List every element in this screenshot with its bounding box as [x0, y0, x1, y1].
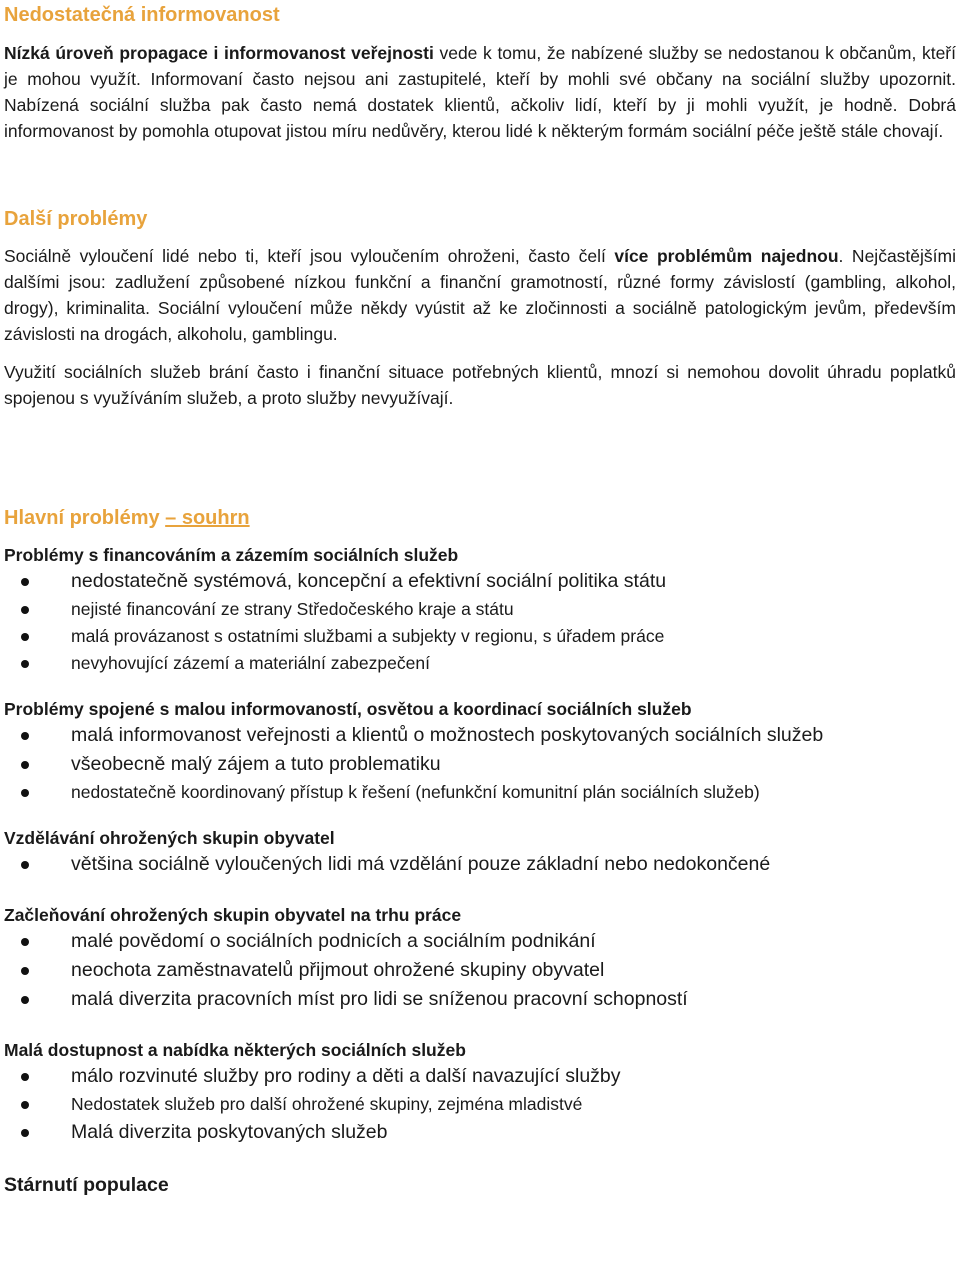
list-item: malá informovanost veřejnosti a klientů o možnostech poskytovaných sociálních služeb [4, 721, 956, 750]
document-page [4, 0, 956, 1197]
list-item: Nedostatek služeb pro další ohrožené skupiny, zejména mladistvé [4, 1091, 956, 1118]
list-item: většina sociálně vyloučených lidi má vzdělání pouze základní nebo nedokončené [4, 850, 956, 879]
heading-nedostatecna-informovanost: Nedostatečná informovanost [4, 4, 280, 26]
problem-group-dostupnost [4, 1038, 956, 1147]
list-item: nedostatečně koordinovaný přístup k řešení (nefunkční komunitní plán sociálních služeb) [4, 779, 956, 806]
group-heading: Začleňování ohrožených skupin obyvatel na trhu práce [4, 905, 462, 925]
problem-group-informovanost [4, 697, 956, 806]
heading-hlavni-problemy [4, 505, 956, 531]
heading-hlavni-problemy-text: Hlavní problémy [4, 507, 166, 529]
group-list [4, 567, 956, 677]
list-item: malá provázanost s ostatními službami a subjekty v regionu, s úřadem práce [4, 623, 956, 650]
paragraph-financni-situace: Využití sociálních služeb brání často i finanční situace potřebných klientů, mnozí si nemohou dovolit úhradu poplatků spojenou s využíváním služeb, a proto služby nevyužívají. [4, 362, 956, 408]
group-heading: Problémy s financováním a zázemím sociálních služeb [4, 545, 459, 565]
list-item: všeobecně malý zájem a tuto problematiku [4, 750, 956, 779]
list-item: nedostatečně systémová, koncepční a efektivní sociální politika státu [4, 567, 956, 596]
list-item: nejisté financování ze strany Středočeského kraje a státu [4, 596, 956, 623]
paragraph-informovanost-text2: Dobrá informovanost by pomohla otupovat jistou míru nedůvěry, kterou lidé k některým formám sociální péče ještě stále chovají. [4, 95, 956, 141]
paragraph-dalsi-text-b: . Nejčastějšími dalšími jsou: zadlužení způsobené nízkou funkční a finanční gramotností, různé formy závislostí (gambling, alkohol, drogy), kriminalita. Sociální vyloučení může někdy vyústit až ke zločinnosti a sociálně patologickým jevům, především závislosti na drogách, alkoholu, gamblingu. [4, 246, 956, 344]
paragraph-informovanost-bold: Nízká úroveň propagace i informovanost veřejnosti [4, 43, 434, 63]
list-item: malé povědomí o sociálních podnicích a sociálním podnikání [4, 927, 956, 956]
list-item: neochota zaměstnavatelů přijmout ohrožené skupiny obyvatel [4, 956, 956, 985]
group-heading: Vzdělávání ohrožených skupin obyvatel [4, 828, 335, 848]
group-list [4, 1062, 956, 1147]
paragraph-dalsi-bold: více problémům najednou [614, 246, 839, 266]
problem-group-vzdelavani [4, 826, 956, 879]
paragraph-informovanost [4, 40, 956, 144]
list-item: málo rozvinuté služby pro rodiny a děti a další navazující služby [4, 1062, 956, 1091]
problem-group-trh-prace [4, 903, 956, 1014]
group-list [4, 927, 956, 1014]
list-item: malá diverzita pracovních míst pro lidi se sníženou pracovní schopností [4, 985, 956, 1014]
paragraph-dalsi-text-a: Sociálně vyloučení lidé nebo ti, kteří jsou vyloučením ohroženi, často čelí [4, 246, 615, 266]
problem-group-starnuti [4, 1173, 956, 1197]
group-heading: Stárnutí populace [4, 1174, 169, 1196]
group-list [4, 850, 956, 879]
heading-hlavni-problemy-underlined: – souhrn [165, 507, 250, 529]
group-heading: Problémy spojené s malou informovaností, osvětou a koordinací sociálních služeb [4, 699, 692, 719]
list-item: nevyhovující zázemí a materiální zabezpečení [4, 650, 956, 677]
list-item: Malá diverzita poskytovaných služeb [4, 1118, 956, 1147]
paragraph-informovanost-text1: vede k tomu, že nabízené služby se nedostanou k občanům, kteří je mohou využít. Informovaní často nejsou ani zastupitelé, kteří by mohli své občany na sociální služby upozornit. Nabízená sociální služba pak často nemá dostatek klientů, ačkoliv lidí, kteří by ji mohli využít, je hodně. [4, 43, 956, 115]
group-list [4, 721, 956, 806]
group-heading: Malá dostupnost a nabídka některých sociálních služeb [4, 1040, 466, 1060]
paragraph-dalsi-problemy [4, 243, 956, 347]
heading-dalsi-problemy: Další problémy [4, 208, 148, 230]
problem-group-financovani [4, 543, 956, 677]
